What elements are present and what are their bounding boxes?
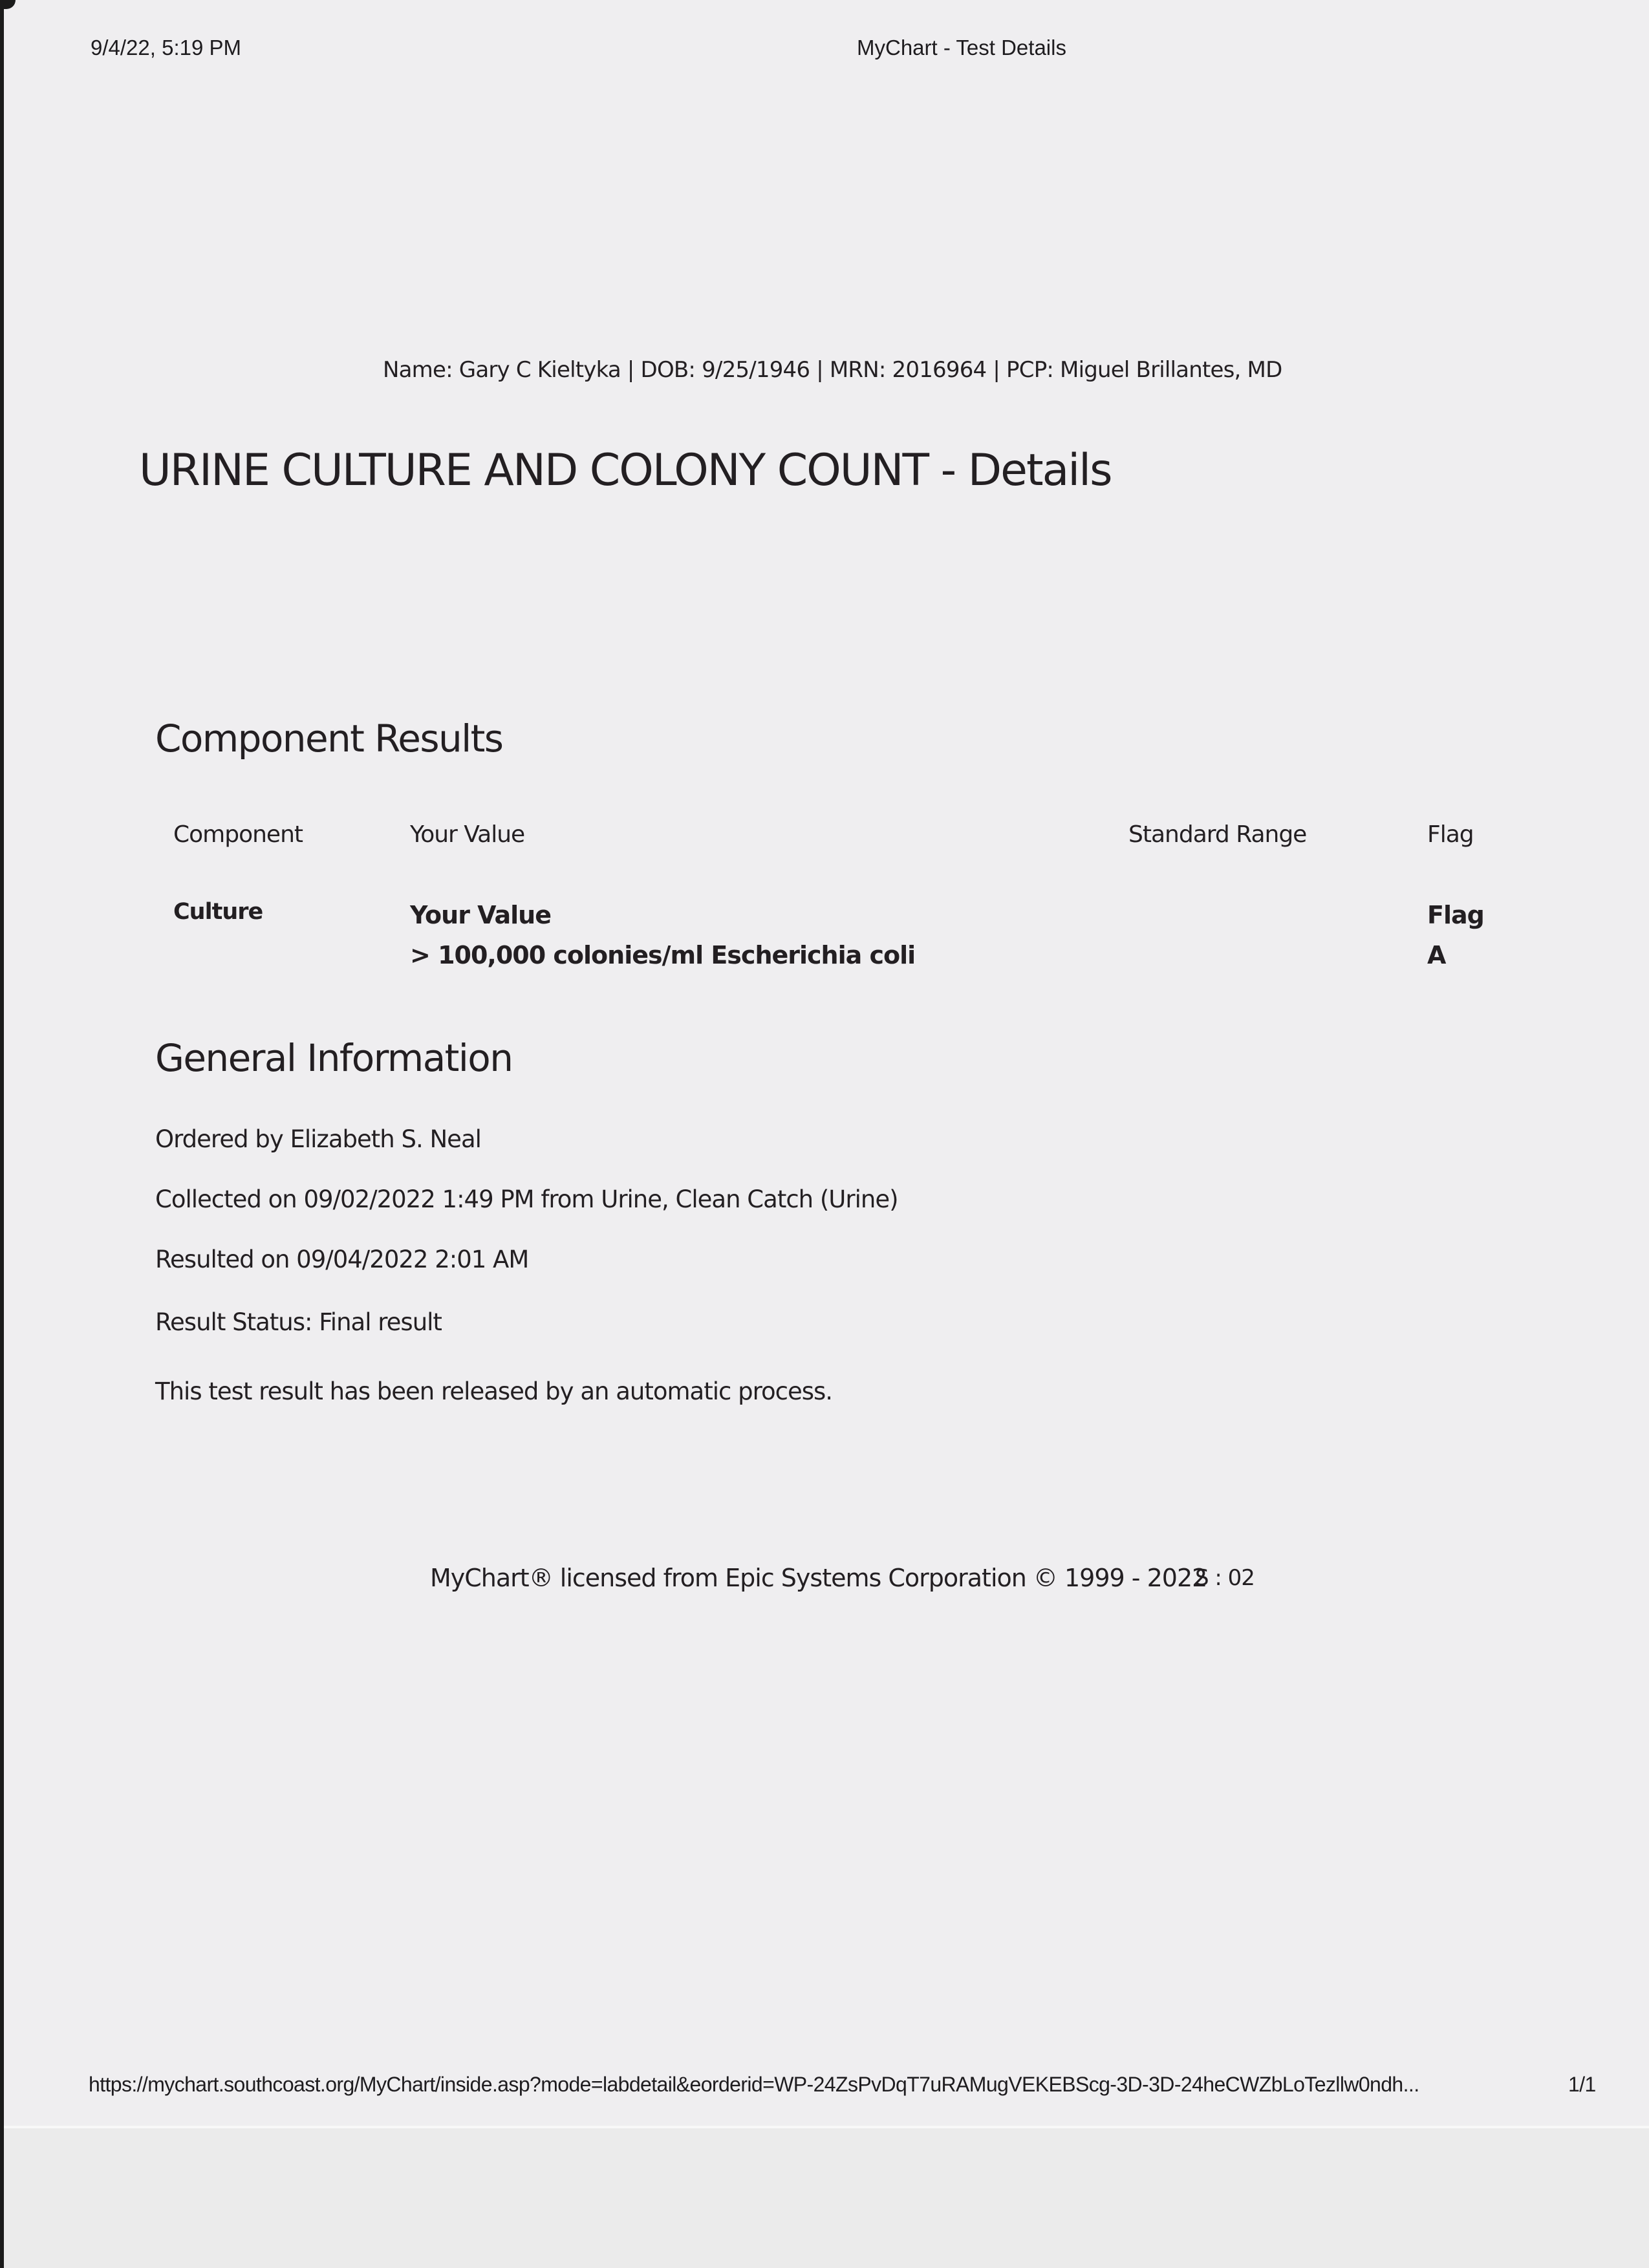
release-note: This test result has been released by an automatic process. [155,1377,833,1405]
ordered-by: Ordered by Elizabeth S. Neal [155,1125,481,1153]
print-page-number: 1/1 [1568,2073,1596,2096]
resulted-on: Resulted on 09/04/2022 2:01 AM [155,1246,529,1273]
column-header-your-value: Your Value [410,821,525,848]
column-header-flag: Flag [1427,821,1474,848]
patient-banner: Name: Gary C Kieltyka | DOB: 9/25/1946 | MRN: 2016964 | PCP: Miguel Brillantes, MD [383,357,1282,383]
value-label: Your Value [410,901,551,929]
column-header-standard-range: Standard Range [1128,821,1307,848]
result-status: Result Status: Final result [155,1308,442,1336]
copyright-notice: MyChart® licensed from Epic Systems Corporation © 1999 - 2022 [430,1564,1207,1592]
flag-value: A [1427,941,1446,969]
scanner-background [0,2128,1649,2268]
page-title: URINE CULTURE AND COLONY COUNT - Details [139,445,1112,496]
collected-on: Collected on 09/02/2022 1:49 PM from Urine, Clean Catch (Urine) [155,1185,898,1213]
scan-edge [0,0,4,2268]
general-information-heading: General Information [155,1036,513,1080]
column-header-component: Component [173,821,303,848]
page-edge [0,2126,1649,2128]
print-page-title: MyChart - Test Details [857,36,1066,59]
component-results-heading: Component Results [155,717,503,761]
server-id: S : 02 [1195,1565,1255,1591]
component-name: Culture [173,899,263,925]
print-datetime: 9/4/22, 5:19 PM [91,36,241,59]
flag-label: Flag [1427,901,1484,929]
print-url: https://mychart.southcoast.org/MyChart/inside.asp?mode=labdetail&eorderid=WP-24ZsPvDqT7uRAMugVEKEBScg-3D-3D-24heCWZbLoTezllw0ndh... [89,2073,1419,2096]
result-value: > 100,000 colonies/ml Escherichia coli [410,941,916,969]
